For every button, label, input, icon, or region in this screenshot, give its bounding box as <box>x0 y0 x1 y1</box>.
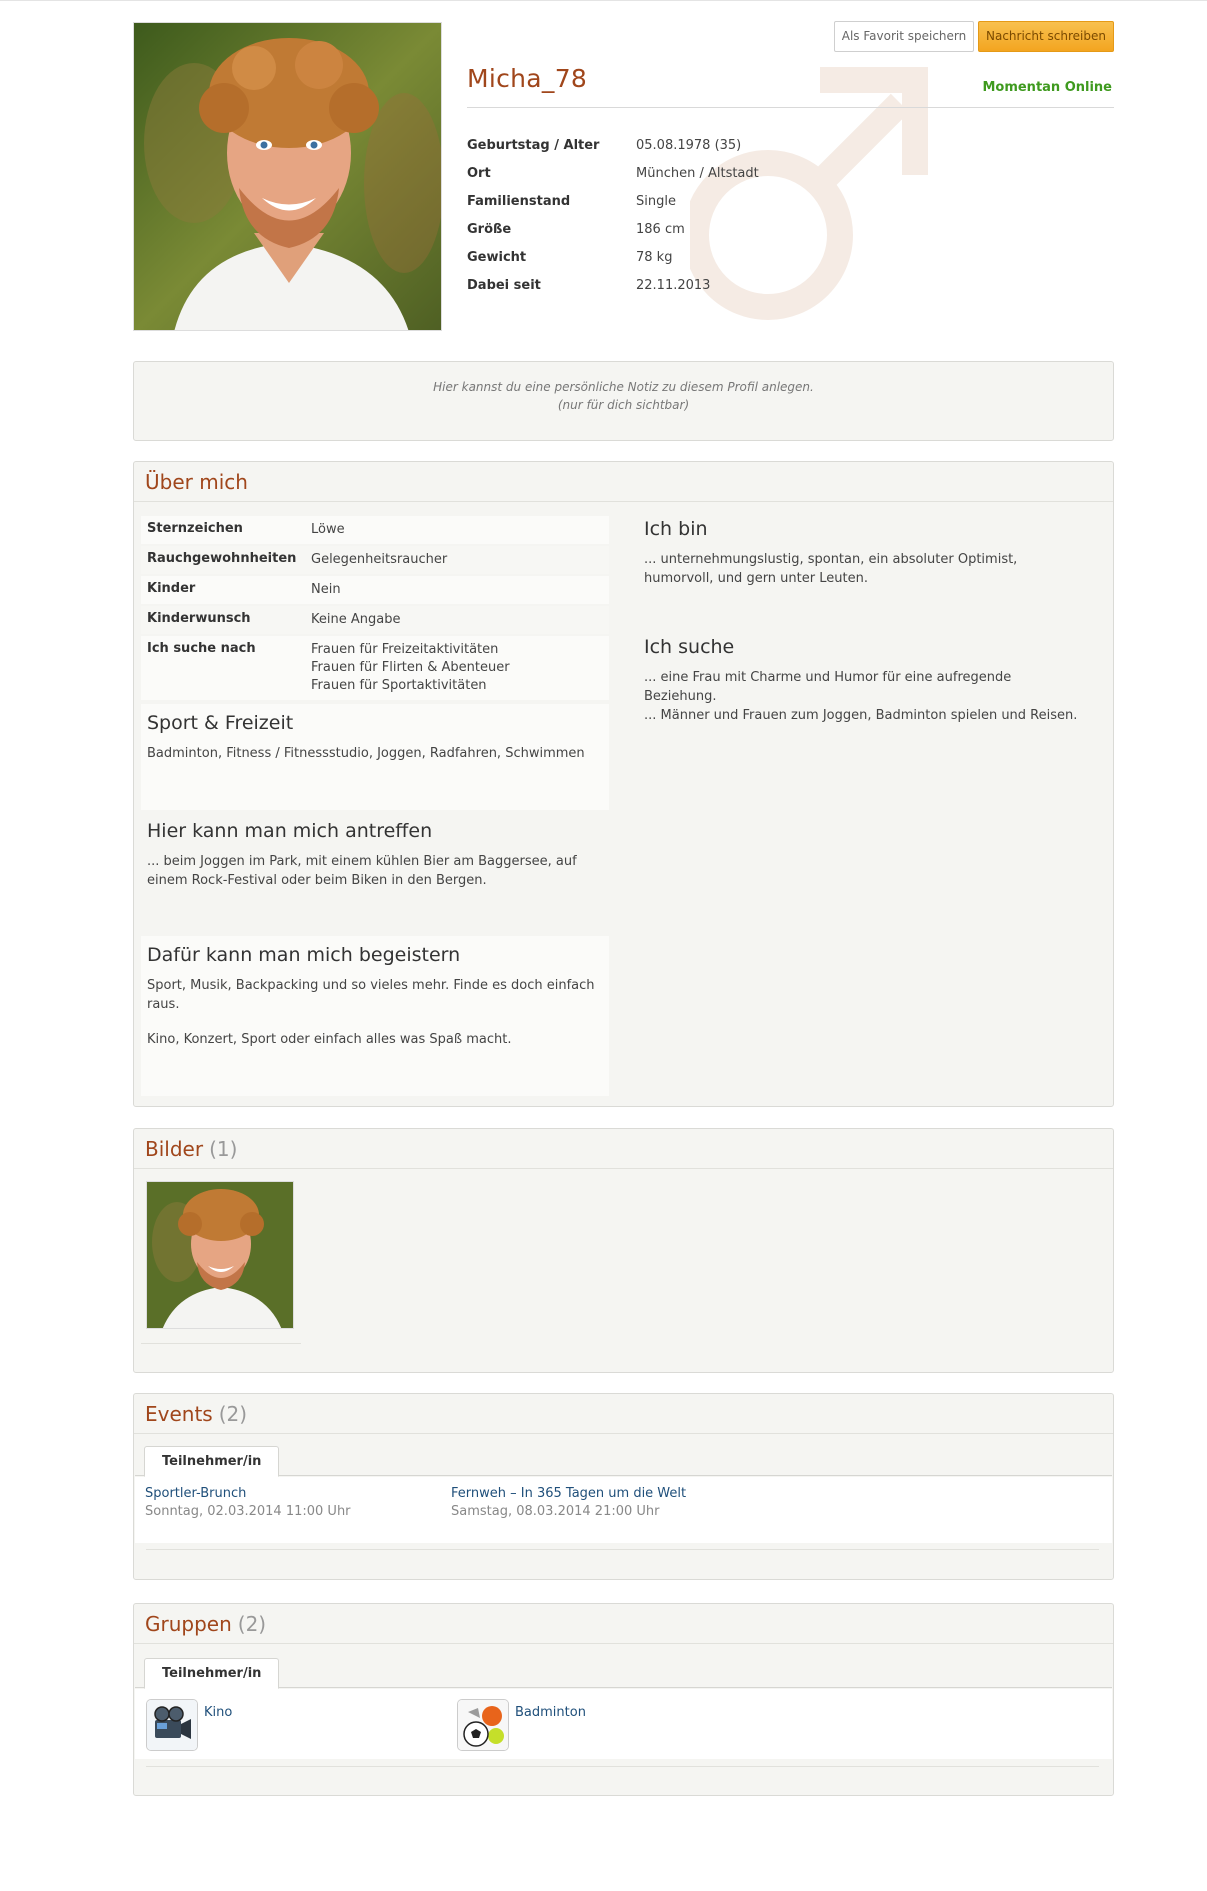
group-name[interactable]: Badminton <box>515 1705 586 1720</box>
about-row <box>141 546 609 574</box>
events-title <box>134 1394 1113 1434</box>
groups-title-text: Gruppen <box>145 1612 232 1636</box>
username: Micha_78 <box>467 64 588 93</box>
groups-panel <box>133 1603 1114 1796</box>
seeking-item: Frauen für Flirten & Abenteuer <box>311 660 510 675</box>
pictures-title <box>134 1129 1113 1169</box>
event-date: Sonntag, 02.03.2014 11:00 Uhr <box>145 1504 351 1519</box>
groups-title <box>134 1604 1113 1644</box>
private-note-box[interactable] <box>133 361 1114 441</box>
seeking-item: Frauen für Sportaktivitäten <box>311 678 487 693</box>
tab-participant[interactable]: Teilnehmer/in <box>144 1658 279 1689</box>
groups-list <box>135 1689 1112 1759</box>
groups-count: (2) <box>237 1612 267 1636</box>
iam-title: Ich bin <box>644 518 708 540</box>
fact-value: 186 cm <box>636 222 685 237</box>
about-label: Kinder <box>147 581 196 596</box>
pictures-panel <box>133 1128 1114 1373</box>
events-tabbar <box>135 1446 1112 1476</box>
fact-value: 78 kg <box>636 250 673 265</box>
iam-block <box>644 518 1084 588</box>
male-symbol-icon <box>690 40 950 340</box>
pictures-count: (1) <box>209 1137 238 1161</box>
about-label: Kinderwunsch <box>147 611 251 626</box>
events-title-text: Events <box>145 1402 213 1426</box>
fact-label: Größe <box>467 222 512 237</box>
about-table <box>141 516 609 702</box>
note-hint-sub: (nur für dich sichtbar) <box>557 398 690 412</box>
event-item[interactable] <box>451 1485 686 1521</box>
fact-label: Dabei seit <box>467 278 541 293</box>
seek-title: Ich suche <box>644 636 735 658</box>
fact-label: Ort <box>467 166 491 181</box>
fact-label: Gewicht <box>467 250 527 265</box>
events-divider <box>146 1549 1099 1550</box>
event-date: Samstag, 08.03.2014 21:00 Uhr <box>451 1504 660 1519</box>
events-list <box>135 1477 1112 1543</box>
save-favorite-button[interactable]: Als Favorit speichern <box>834 21 974 52</box>
fact-label: Geburtstag / Alter <box>467 138 600 153</box>
about-value <box>311 641 609 695</box>
about-label: Rauchgewohnheiten <box>147 551 297 566</box>
about-row <box>141 576 609 604</box>
about-label: Sternzeichen <box>147 521 243 536</box>
fact-label: Familienstand <box>467 194 571 209</box>
seek-block <box>644 636 1084 725</box>
groups-divider <box>146 1766 1099 1767</box>
enthuse-title: Dafür kann man mich begeistern <box>147 944 461 966</box>
tab-participant[interactable]: Teilnehmer/in <box>144 1446 279 1477</box>
group-name[interactable]: Kino <box>204 1705 233 1720</box>
meet-block <box>141 812 609 932</box>
sports-balls-icon[interactable] <box>457 1699 509 1751</box>
about-row <box>141 636 609 700</box>
meet-text: ... beim Joggen im Park, mit einem kühlen Bier am Baggersee, auf einem Rock-Festival oder beim Biken in den Bergen. <box>147 854 577 888</box>
sport-block <box>141 704 609 810</box>
enthuse-block <box>141 936 609 1096</box>
seek-text-1: ... eine Frau mit Charme und Humor für eine aufregende Beziehung. <box>644 670 1012 704</box>
sport-title: Sport & Freizeit <box>147 712 294 734</box>
sport-text: Badminton, Fitness / Fitnessstudio, Joggen, Radfahren, Schwimmen <box>147 746 585 761</box>
events-panel <box>133 1393 1114 1580</box>
event-title[interactable]: Sportler-Brunch <box>145 1486 247 1501</box>
enthuse-text: Sport, Musik, Backpacking und so vieles mehr. Finde es doch einfach raus. <box>147 978 595 1012</box>
fact-value: 22.11.2013 <box>636 278 711 293</box>
fact-value: 05.08.1978 (35) <box>636 138 742 153</box>
fact-value: Single <box>636 194 676 209</box>
about-row <box>141 516 609 544</box>
about-panel <box>133 461 1114 1107</box>
seeking-item: Frauen für Freizeitaktivitäten <box>311 642 499 657</box>
seek-text-2: ... Männer und Frauen zum Joggen, Badminton spielen und Reisen. <box>644 708 1078 723</box>
enthuse-text-2: Kino, Konzert, Sport oder einfach alles was Spaß macht. <box>147 1032 512 1047</box>
meet-title: Hier kann man mich antreffen <box>147 820 433 842</box>
top-border <box>0 0 1207 1</box>
about-value: Gelegenheitsraucher <box>311 552 448 567</box>
thumbnail-divider <box>141 1343 301 1344</box>
online-status: Momentan Online <box>982 80 1112 95</box>
about-value: Löwe <box>311 522 345 537</box>
profile-photo[interactable] <box>133 22 442 331</box>
event-title[interactable]: Fernweh – In 365 Tagen um die Welt <box>451 1486 687 1501</box>
about-label: Ich suche nach <box>147 641 256 656</box>
about-title <box>134 462 1113 502</box>
about-row <box>141 606 609 634</box>
film-camera-icon[interactable] <box>146 1699 198 1751</box>
groups-tabbar <box>135 1658 1112 1688</box>
header-divider <box>467 107 1114 108</box>
about-value: Nein <box>311 582 341 597</box>
event-item[interactable] <box>145 1485 351 1521</box>
picture-thumbnail[interactable] <box>146 1181 294 1329</box>
note-hint: Hier kannst du eine persönliche Notiz zu diesem Profil anlegen. <box>433 380 814 394</box>
write-message-button[interactable]: Nachricht schreiben <box>978 21 1114 52</box>
iam-text: ... unternehmungslustig, spontan, ein absoluter Optimist, humorvoll, und gern unter Leuten. <box>644 552 1018 586</box>
pictures-title-text: Bilder <box>145 1137 204 1161</box>
events-count: (2) <box>218 1402 248 1426</box>
fact-value: München / Altstadt <box>636 166 759 181</box>
about-title-text: Über mich <box>145 470 248 494</box>
about-value: Keine Angabe <box>311 612 401 627</box>
